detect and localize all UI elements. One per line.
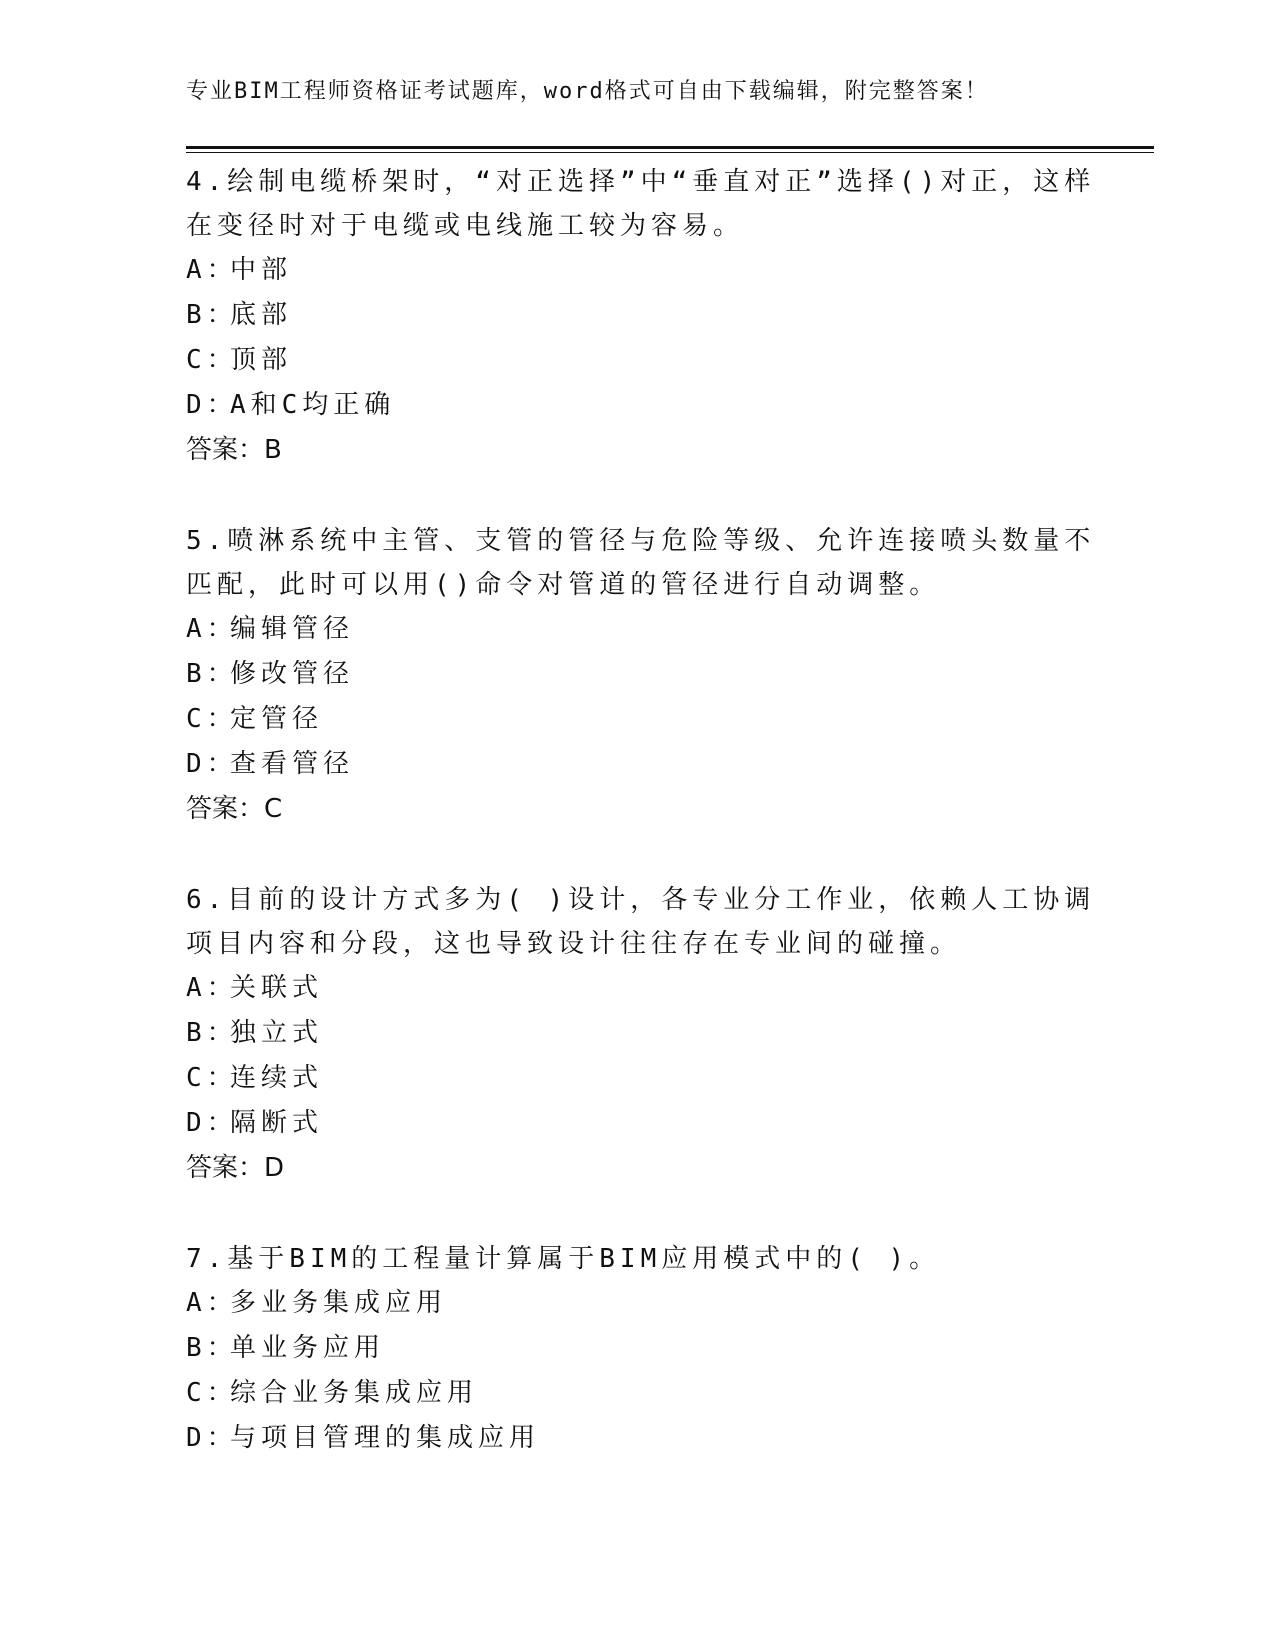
option-letter: D： [186,749,238,779]
option-text: 多业务集成应用 [230,1288,448,1318]
question-stem: 6.目前的设计方式多为( )设计，各专业分工作业，依赖人工协调项目内容和分段，这也导致设计往往存在专业间的碰撞。 [186,885,1096,959]
option-letter: D： [186,1108,238,1138]
option-letter: B： [186,659,238,689]
option-a [186,1281,1106,1326]
option-letter: A： [186,973,238,1003]
header-rule-thick [186,146,1154,149]
option-text: 顶部 [230,345,293,375]
option-text: 查看管径 [230,749,355,779]
page-header: 专业BIM工程师资格证考试题库，word格式可自由下载编辑，附完整答案！ [186,79,989,104]
question-4 [186,160,1106,473]
option-b [186,1326,1106,1371]
option-letter: B： [186,300,238,330]
option-b [186,652,1106,697]
question-7 [186,1237,1106,1461]
option-text: 底部 [230,300,293,330]
option-letter: A： [186,255,238,285]
answer-line: 答案：D [186,1153,285,1183]
option-b [186,293,1106,338]
option-d [186,742,1106,787]
option-a [186,966,1106,1011]
option-c [186,697,1106,742]
header-rule-thin [186,152,1154,153]
question-stem: 5.喷淋系统中主管、支管的管径与危险等级、允许连接喷头数量不匹配，此时可以用()命令对管道的管径进行自动调整。 [186,526,1096,600]
answer-line: 答案：C [186,794,283,824]
option-text: 单业务应用 [230,1333,386,1363]
question-6 [186,878,1106,1191]
option-letter: C： [186,704,238,734]
option-letter: A： [186,1288,238,1318]
option-d [186,1416,1106,1461]
question-5 [186,519,1106,832]
option-text: A和C均正确 [230,390,396,420]
question-stem: 7.基于BIM的工程量计算属于BIM应用模式中的( )。 [186,1244,941,1274]
option-text: 定管径 [230,704,324,734]
option-c [186,338,1106,383]
option-d [186,383,1106,428]
option-letter: A： [186,614,238,644]
option-b [186,1011,1106,1056]
option-text: 修改管径 [230,659,355,689]
option-text: 独立式 [230,1018,324,1048]
question-list [186,160,1106,1507]
question-stem: 4.绘制电缆桥架时，“对正选择”中“垂直对正”选择()对正，这样在变径时对于电缆或电线施工较为容易。 [186,167,1096,241]
option-text: 隔断式 [230,1108,324,1138]
option-letter: B： [186,1333,238,1363]
option-d [186,1101,1106,1146]
option-letter: D： [186,390,238,420]
option-letter: C： [186,1063,238,1093]
option-text: 与项目管理的集成应用 [230,1423,541,1453]
option-letter: C： [186,1378,238,1408]
option-text: 连续式 [230,1063,324,1093]
option-c [186,1056,1106,1101]
option-letter: C： [186,345,238,375]
option-text: 综合业务集成应用 [230,1378,479,1408]
option-text: 中部 [230,255,293,285]
option-c [186,1371,1106,1416]
option-text: 编辑管径 [230,614,355,644]
option-letter: D： [186,1423,238,1453]
option-text: 关联式 [230,973,324,1003]
option-a [186,607,1106,652]
option-a [186,248,1106,293]
answer-line: 答案：B [186,435,282,465]
option-letter: B： [186,1018,238,1048]
